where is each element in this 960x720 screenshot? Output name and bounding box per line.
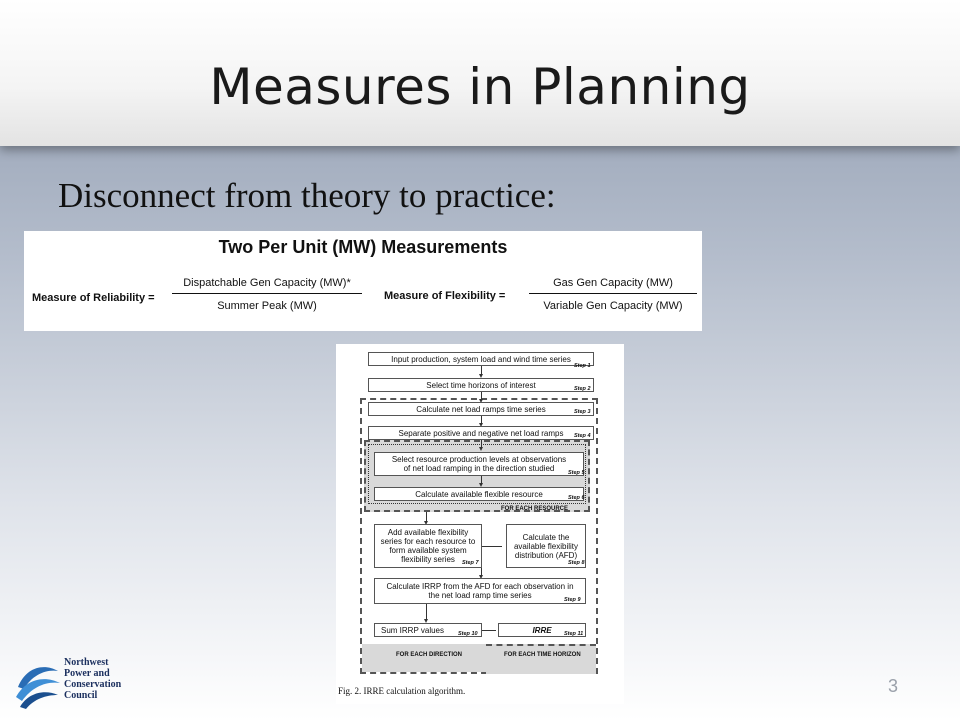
figure-caption: Fig. 2. IRRE calculation algorithm. (338, 686, 466, 696)
flexibility-fraction (529, 277, 697, 312)
step-9-box: Calculate IRRP from the AFD for each observation in the net load ramp time series (374, 578, 586, 604)
step-7-label: Step 7 (462, 560, 479, 566)
slide-title: Measures in Planning (209, 58, 751, 116)
reliability-label: Measure of Reliability = (32, 292, 155, 304)
reliability-denominator: Summer Peak (MW) (217, 300, 317, 312)
step-6-label: Step 6 (568, 495, 585, 501)
step-9-label: Step 9 (564, 597, 581, 603)
page-number: 3 (888, 676, 899, 696)
step-1-box: Input production, system load and wind time series (368, 352, 594, 366)
step-4-box: Separate positive and negative net load ramps (368, 426, 594, 440)
step-3-box: Calculate net load ramps time series (368, 402, 594, 416)
reliability-fraction (172, 277, 362, 312)
logo-line-3: Conservation (64, 679, 122, 690)
arrow-10-11 (482, 630, 496, 631)
wave-logo-icon (14, 657, 62, 709)
flexibility-denominator: Variable Gen Capacity (MW) (543, 300, 683, 312)
arrow-5-6 (481, 476, 482, 484)
arrow-6-7 (426, 512, 427, 522)
step-5-label: Step 5 (568, 470, 585, 476)
logo-line-1: Northwest (64, 657, 109, 668)
step-2-label: Step 2 (574, 386, 591, 392)
step-8-box: Calculate the available flexibility distribution (AFD) (506, 524, 586, 568)
council-logo (14, 657, 184, 713)
label-each-direction: FOR EACH DIRECTION (396, 652, 462, 658)
formula-box (24, 231, 702, 331)
step-11-label: Step 11 (564, 631, 584, 637)
step-1-label: Step 1 (574, 363, 591, 369)
horizon-band (486, 644, 596, 674)
arrow-7-8 (482, 546, 502, 547)
arrow-3-4 (481, 416, 482, 424)
arrow-4-5 (481, 440, 482, 448)
formula-title: Two Per Unit (MW) Measurements (218, 237, 508, 257)
arrow-9-10 (426, 604, 427, 620)
arrow-2-3 (481, 392, 482, 400)
step-8-label: Step 8 (568, 560, 585, 566)
arrow-8-9 (481, 568, 482, 576)
label-each-resource: FOR EACH RESOURCE (501, 506, 569, 512)
step-3-label: Step 3 (574, 409, 591, 415)
logo-line-4: Council (64, 690, 98, 701)
label-each-time-horizon: FOR EACH TIME HORIZON (504, 652, 581, 658)
irre-flowchart (336, 344, 624, 704)
step-10-box: Sum IRRP values (374, 623, 482, 637)
step-7-box: Add available flexibility series for each resource to form available system flexibility series (374, 524, 482, 568)
logo-text (64, 657, 121, 701)
slide-subtitle: Disconnect from theory to practice: (58, 176, 556, 215)
step-11-box: IRRE (498, 623, 586, 637)
step-6-box: Calculate available flexible resource (374, 487, 584, 501)
flexibility-label: Measure of Flexibility = (384, 290, 506, 302)
reliability-numerator: Dispatchable Gen Capacity (MW)* (172, 277, 362, 294)
flexibility-numerator: Gas Gen Capacity (MW) (529, 277, 697, 294)
step-5-box: Select resource production levels at observations of net load ramping in the direction studied (374, 452, 584, 476)
step-10-label: Step 10 (458, 631, 478, 637)
step-4-label: Step 4 (574, 433, 591, 439)
logo-line-2: Power and (64, 668, 110, 679)
arrow-1-2 (481, 366, 482, 375)
direction-band (362, 644, 486, 672)
step-2-box: Select time horizons of interest (368, 378, 594, 392)
